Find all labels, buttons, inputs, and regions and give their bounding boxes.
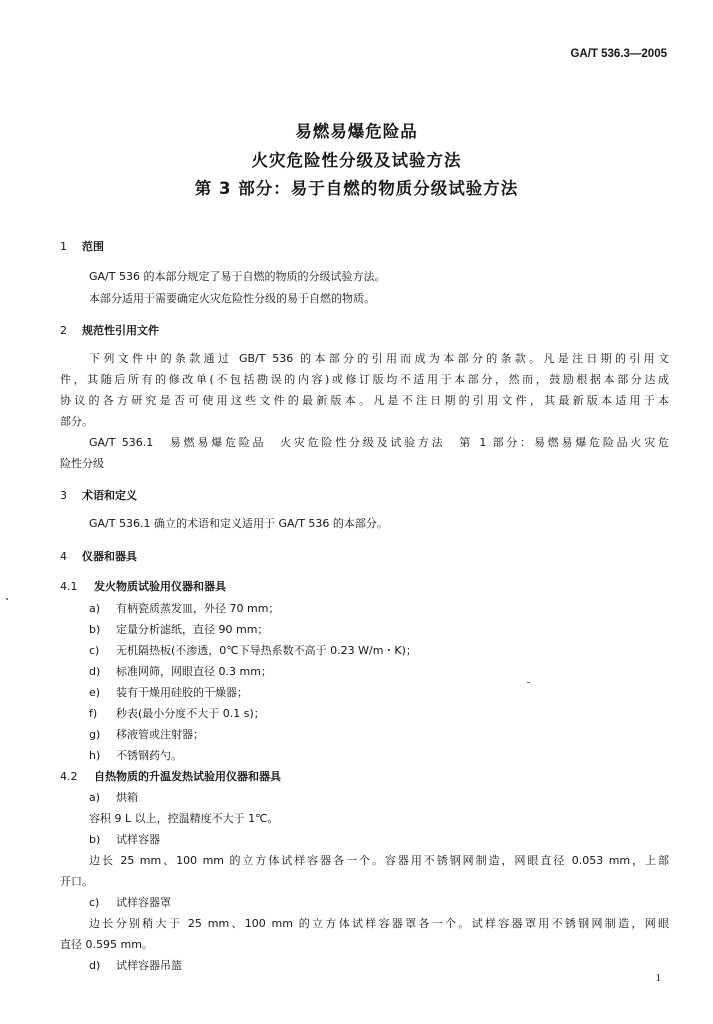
list-item xyxy=(89,728,204,742)
section-title: 规范性引用文件 xyxy=(82,324,159,337)
list-label: f) xyxy=(89,707,98,720)
subsection-4-1-heading xyxy=(60,580,226,594)
list-label: g) xyxy=(89,728,101,741)
paragraph: GA/T 536.1 确立的术语和定义适用于 GA/T 536 的本部分。 xyxy=(89,517,388,530)
section-1-heading xyxy=(60,240,104,254)
section-title: 仪器和器具 xyxy=(82,550,137,563)
list-text: 试样容器 xyxy=(116,833,160,846)
list-label: a) xyxy=(89,791,101,804)
list-item xyxy=(89,644,417,658)
paragraph-line: 开口。 xyxy=(60,875,93,888)
reference-line: 险性分级 xyxy=(60,457,104,470)
section-title: 范围 xyxy=(82,240,104,253)
list-text: 定量分析滤纸，直径 90 mm； xyxy=(116,623,269,636)
list-item xyxy=(89,749,182,763)
paragraph-line: 边长分别稍大于 25 mm、100 mm 的立方体试样容器罩各一个。试样容器罩用不锈钢网制造，网眼 xyxy=(89,917,669,930)
title-line-2: 火灾危险性分级及试验方法 xyxy=(251,151,462,170)
paragraph-line: 件，其随后所有的修改单(不包括勘误的内容)或修订版均不适用于本部分，然而，鼓励根据本部分达成 xyxy=(60,373,669,386)
list-label: a) xyxy=(89,602,101,615)
list-label: h) xyxy=(89,749,101,762)
section-title: 术语和定义 xyxy=(82,489,137,502)
title-line-1: 易燃易爆危险品 xyxy=(295,122,418,141)
list-text: 有柄瓷质蒸发皿，外径 70 mm； xyxy=(116,602,280,615)
list-text: 标准网筛，网眼直径 0.3 mm； xyxy=(116,665,272,678)
list-item xyxy=(89,602,279,616)
section-number: 2 xyxy=(60,324,67,337)
list-label: b) xyxy=(89,623,101,636)
paragraph-line: 直径 0.595 mm。 xyxy=(60,938,153,951)
list-label: c) xyxy=(89,644,100,657)
list-item xyxy=(89,896,171,910)
list-text: 烘箱 xyxy=(116,791,138,804)
paragraph-line: 边长 25 mm、100 mm 的立方体试样容器各一个。容器用不锈钢网制造，网眼直径 0.053 mm，上部 xyxy=(89,854,669,867)
subsection-title: 自热物质的升温发热试验用仪器和器具 xyxy=(94,770,281,783)
page-number: 1 xyxy=(655,972,661,984)
list-label: e) xyxy=(89,686,101,699)
paragraph-line: 下列文件中的条款通过 GB/T 536 的本部分的引用而成为本部分的条款。凡是注日期的引用文 xyxy=(89,352,669,365)
list-item xyxy=(89,791,138,805)
paragraph: 容积 9 L 以上，控温精度不大于 1℃。 xyxy=(89,812,279,825)
list-text: 无机隔热板(不渗透，0℃下导热系数不高于 0.23 W/m・K)； xyxy=(116,644,417,657)
section-2-heading xyxy=(60,324,159,338)
section-4-heading xyxy=(60,550,137,564)
paragraph: 本部分适用于需要确定火灾危险性分级的易于自燃的物质。 xyxy=(89,292,375,305)
subsection-4-2-heading xyxy=(60,770,281,784)
list-text: 移液管或注射器； xyxy=(116,728,204,741)
subsection-number: 4.1 xyxy=(60,580,78,593)
list-item xyxy=(89,833,160,847)
list-item xyxy=(89,686,248,700)
list-item xyxy=(89,707,265,721)
list-text: 不锈钢药勺。 xyxy=(116,749,182,762)
list-text: 试样容器吊篮 xyxy=(116,959,182,972)
section-number: 3 xyxy=(60,489,67,502)
section-number: 4 xyxy=(60,550,67,563)
subsection-title: 发火物质试验用仪器和器具 xyxy=(94,580,226,593)
list-item xyxy=(89,959,182,973)
paragraph-line: 协议的各方研究是否可使用这些文件的最新版本。凡是不注日期的引用文件，其最新版本适用于本 xyxy=(60,394,669,407)
scan-speck xyxy=(6,598,8,600)
list-item xyxy=(89,665,272,679)
list-label: d) xyxy=(89,959,101,972)
scan-speck xyxy=(527,682,530,683)
reference-line: GA/T 536.1 易燃易爆危险品 火灾危险性分级及试验方法 第 1 部分：易燃易爆危险品火灾危 xyxy=(89,436,669,449)
list-label: b) xyxy=(89,833,101,846)
list-text: 试样容器罩 xyxy=(116,896,171,909)
list-label: c) xyxy=(89,896,100,909)
list-text: 装有干燥用硅胶的干燥器； xyxy=(116,686,248,699)
paragraph-line: 部分。 xyxy=(60,415,93,428)
list-label: d) xyxy=(89,665,101,678)
subsection-number: 4.2 xyxy=(60,770,78,783)
paragraph: GA/T 536 的本部分规定了易于自燃的物质的分级试验方法。 xyxy=(89,270,386,283)
section-number: 1 xyxy=(60,240,67,253)
standard-code: GA/T 536.3—2005 xyxy=(570,48,667,60)
list-text: 秒表(最小分度不大于 0.1 s)； xyxy=(116,707,265,720)
section-3-heading xyxy=(60,489,137,503)
title-line-3: 第 3 部分：易于自燃的物质分级试验方法 xyxy=(194,179,519,198)
list-item xyxy=(89,623,268,637)
